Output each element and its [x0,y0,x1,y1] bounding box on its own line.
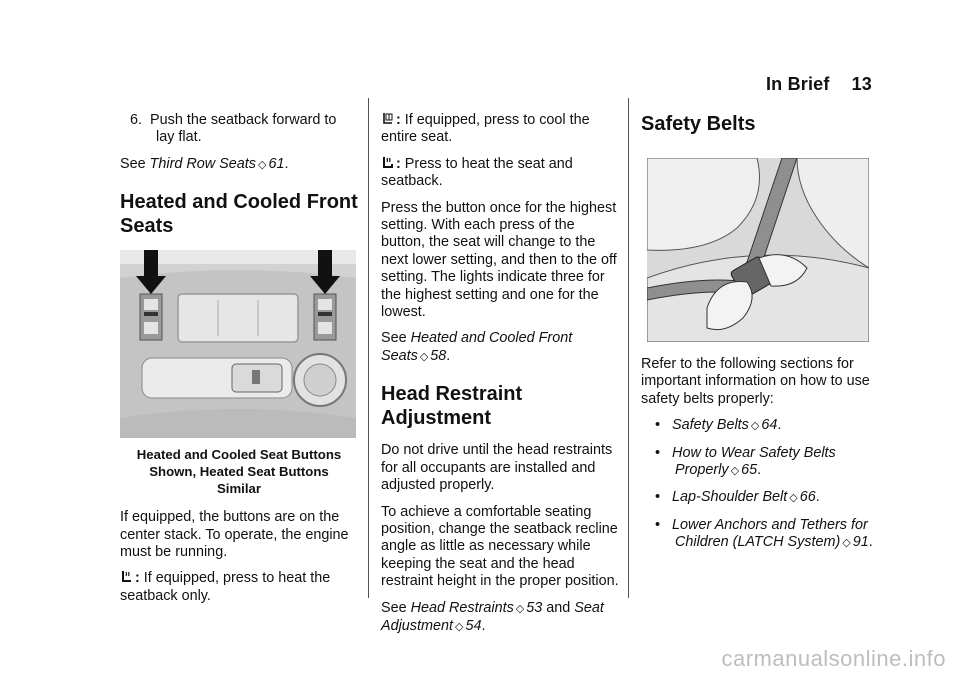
xref-seat-adjustment[interactable]: Seat Adjustment [381,599,604,634]
para-heat-seat: : Press to heat the seat and seatback. [381,155,573,190]
para-buttons-location: If equipped, the buttons are on the center stack. To operate, the engine must be running. [120,509,349,561]
seat-buttons-figure [120,250,356,438]
page-ref-arrow-icon: ◇ [257,158,267,171]
xref-head-restraints[interactable]: Head Restraints [410,599,514,616]
watermark: carmanualsonline.info [721,646,946,671]
xref-safety-belts[interactable]: Safety Belts [672,417,749,434]
xref-latch[interactable]: Lower Anchors and Tethers for Children (LATCH System) [672,516,868,551]
xref-third-row-seats[interactable]: Third Row Seats [149,155,256,172]
bullet-lap-shoulder: • Lap-Shoulder Belt ◇ 66. [655,489,820,506]
xref-lap-shoulder[interactable]: Lap-Shoulder Belt [672,489,788,506]
page-number: 13 [851,74,872,94]
para-comfortable-position: To achieve a comfortable seating position, change the seatback recline angle as little as necessary while keeping the seat and the head restraint height in the proper position. [381,503,619,590]
column-left [120,112,358,614]
para-refer: Refer to the following sections for important information on how to use safety belts properly: [641,356,870,407]
heading-safety-belts: Safety Belts [641,113,756,135]
safety-belt-figure [647,158,869,342]
bullet-safety-belts: • Safety Belts ◇ 64. [655,417,782,434]
para-do-not-drive: Do not drive until the head restraints for all occupants are installed and adjusted properly. [381,442,613,494]
cooled-seat-icon [381,112,394,126]
xref-heated-cooled-seats[interactable]: Heated and Cooled Front Seats [381,330,573,364]
figure-caption: Heated and Cooled Seat Buttons Shown, Heated Seat Buttons Similar [136,447,342,497]
see-head-restraints: See Head Restraints ◇ 53 and Seat Adjustment ◇ 54. [381,599,604,634]
heading-head-restraint: Head Restraint Adjustment [381,383,523,430]
page-ref-arrow-icon: ◇ [750,420,760,433]
step-6: 6. Push the seatback forward to lay flat. [130,112,337,146]
section-title: In Brief [765,74,830,94]
see-heated-cooled-seats: See Heated and Cooled Front Seats ◇ 58. [381,330,573,364]
page-ref-arrow-icon: ◇ [515,602,525,615]
column-divider-right [628,98,629,598]
para-cool-seat: : If equipped, press to cool the entire seat. [381,112,590,146]
page-ref-arrow-icon: ◇ [730,465,740,478]
page-ref-arrow-icon: ◇ [419,350,429,363]
column-divider-left [368,98,369,598]
heated-seat-icon [381,156,394,170]
bullet-how-to-wear: • How to Wear Safety Belts Properly ◇ 65. [655,444,836,479]
heated-seatback-icon [120,570,133,584]
column-right [641,112,881,562]
bullet-latch: • Lower Anchors and Tethers for Children (LATCH System) ◇ 91. [655,516,873,551]
page-ref-arrow-icon: ◇ [455,620,464,633]
column-middle [381,112,621,645]
page-header [766,74,872,95]
page-ref-arrow-icon: ◇ [842,537,851,550]
page-ref-arrow-icon: ◇ [789,492,798,505]
xref-how-to-wear[interactable]: How to Wear Safety Belts Properly [672,444,836,479]
para-seatback-heat: : If equipped, press to heat the seatback only. [120,570,331,604]
see-third-row-seats: See Third Row Seats ◇ 61. [120,155,289,172]
para-press-button: Press the button once for the highest setting. With each press of the button, the seat will change to the next lower setting, and then to the off setting. The lights indicate three for the highest setting and one for the lowest. [381,199,617,321]
heading-heated-cooled-seats: Heated and Cooled Front Seats [120,191,358,238]
